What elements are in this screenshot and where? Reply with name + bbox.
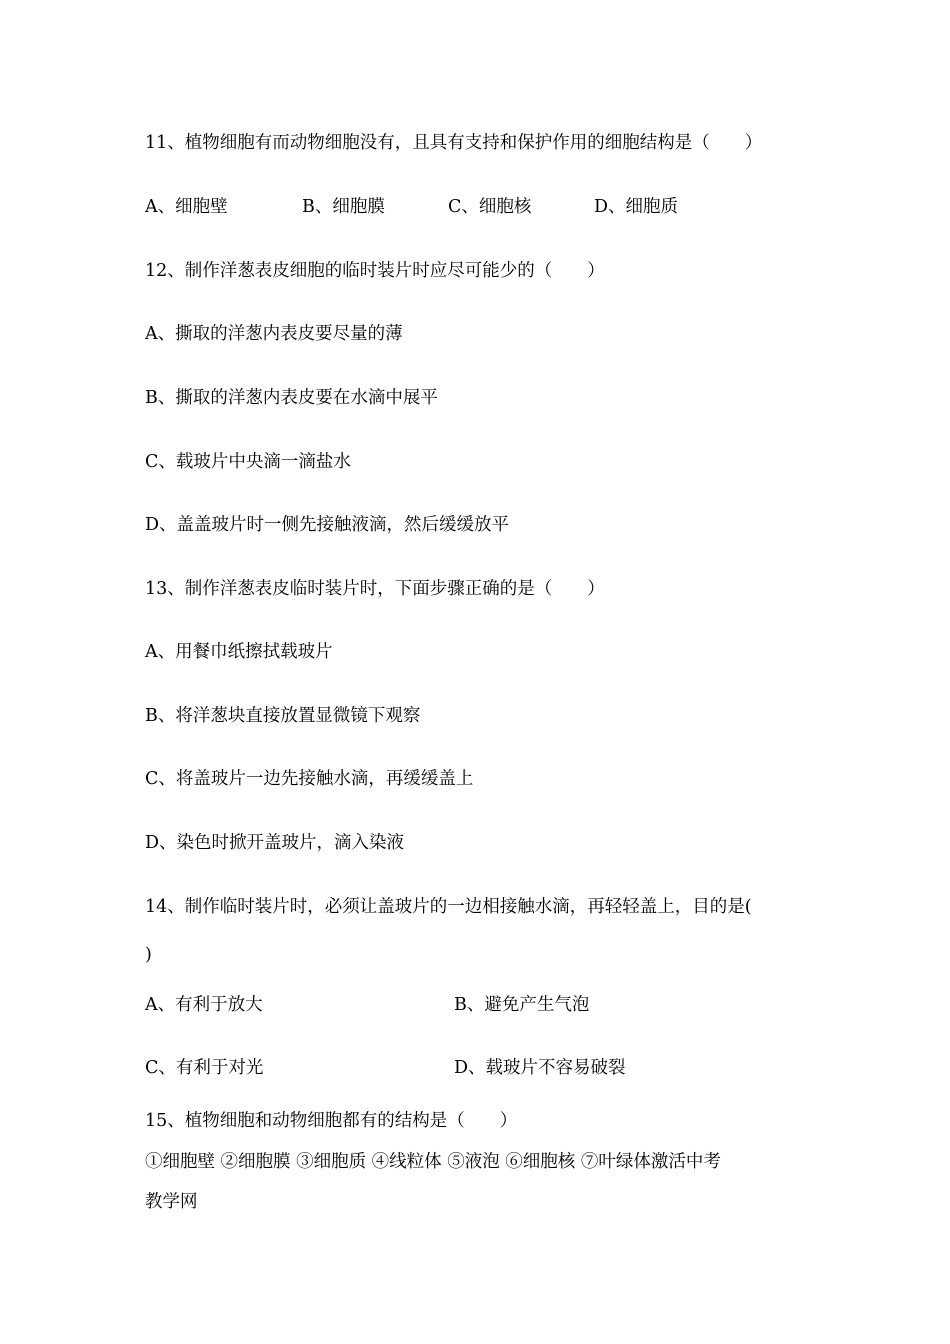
q11-option-a[interactable]: A、细胞壁 xyxy=(145,197,228,217)
q13-option-c[interactable]: C、将盖玻片一边先接触水滴，再缓缓盖上 xyxy=(145,769,474,789)
q14-option-c[interactable]: C、有利于对光 xyxy=(145,1058,264,1078)
q15-items-line2: 教学网 xyxy=(145,1192,198,1212)
q11-option-d[interactable]: D、细胞质 xyxy=(594,197,679,217)
q12-option-a[interactable]: A、撕取的洋葱内表皮要尽量的薄 xyxy=(145,324,403,344)
q12-option-c[interactable]: C、载玻片中央滴一滴盐水 xyxy=(145,452,351,472)
q11-stem: 11、植物细胞有而动物细胞没有，且具有支持和保护作用的细胞结构是（ ） xyxy=(145,133,763,153)
q13-option-a[interactable]: A、用餐巾纸擦拭载玻片 xyxy=(145,642,333,662)
q15-stem: 15、植物细胞和动物细胞都有的结构是（ ） xyxy=(145,1111,518,1131)
q12-stem: 12、制作洋葱表皮细胞的临时装片时应尽可能少的（ ） xyxy=(145,261,605,281)
q12-option-d[interactable]: D、盖盖玻片时一侧先接触液滴，然后缓缓放平 xyxy=(145,515,510,535)
q14-option-a[interactable]: A、有利于放大 xyxy=(145,995,263,1015)
q14-stem-line1: 14、制作临时装片时，必须让盖玻片的一边相接触水滴，再轻轻盖上，目的是( xyxy=(145,897,752,917)
q13-stem: 13、制作洋葱表皮临时装片时，下面步骤正确的是（ ） xyxy=(145,579,605,599)
q14-option-b[interactable]: B、避免产生气泡 xyxy=(454,995,590,1015)
q11-option-c[interactable]: C、细胞核 xyxy=(448,197,532,217)
q13-option-b[interactable]: B、将洋葱块直接放置显微镜下观察 xyxy=(145,706,421,726)
q13-option-d[interactable]: D、染色时掀开盖玻片，滴入染液 xyxy=(145,833,405,853)
q11-option-b[interactable]: B、细胞膜 xyxy=(302,197,385,217)
q14-stem-line2: ) xyxy=(145,945,152,965)
q12-option-b[interactable]: B、撕取的洋葱内表皮要在水滴中展平 xyxy=(145,388,438,408)
q14-option-d[interactable]: D、载玻片不容易破裂 xyxy=(454,1058,626,1078)
q15-items-line1: ①细胞壁 ②细胞膜 ③细胞质 ④线粒体 ⑤液泡 ⑥细胞核 ⑦叶绿体激活中考 xyxy=(145,1152,721,1172)
